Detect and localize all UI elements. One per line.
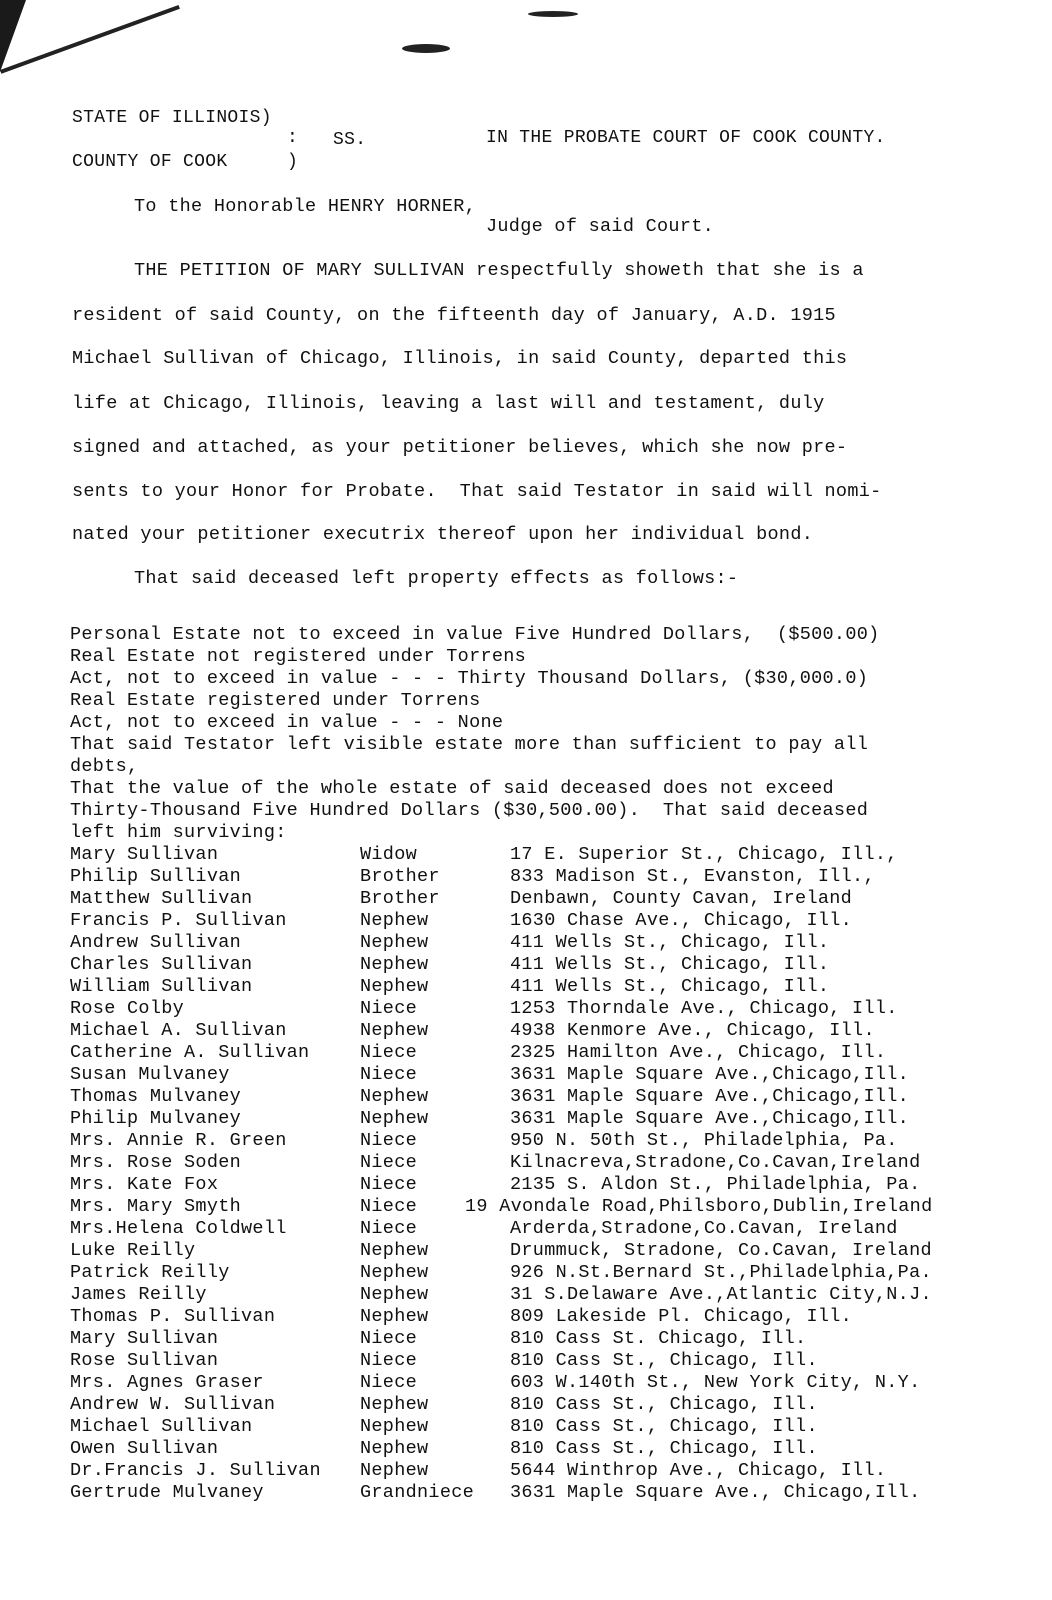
survivor-name: Charles Sullivan: [70, 954, 253, 975]
table-row: [70, 1460, 990, 1482]
table-row: [70, 1086, 990, 1108]
survivor-name: Matthew Sullivan: [70, 888, 253, 909]
survivor-relation: Nephew: [360, 932, 429, 953]
survivor-relation: Nephew: [360, 1306, 429, 1327]
survivor-name: Michael A. Sullivan: [70, 1020, 287, 1041]
estate-line: Real Estate registered under Torrens: [70, 690, 481, 711]
county-caption: COUNTY OF COOK: [72, 152, 228, 172]
survivor-name: Mary Sullivan: [70, 844, 219, 865]
estate-line: left him surviving:: [70, 822, 287, 843]
ink-blot-mid: [402, 44, 450, 53]
survivor-name: Andrew Sullivan: [70, 932, 242, 953]
survivor-relation: Nephew: [360, 1262, 429, 1283]
petition-line: nated your petitioner executrix thereof upon her individual bond.: [72, 524, 814, 545]
survivor-address: 5644 Winthrop Ave., Chicago, Ill.: [510, 1460, 887, 1481]
table-row: [70, 1174, 990, 1196]
survivor-name: Owen Sullivan: [70, 1438, 219, 1459]
survivor-relation: Brother: [360, 888, 440, 909]
table-row: [70, 910, 990, 932]
survivor-address: 3631 Maple Square Ave.,Chicago,Ill.: [510, 1108, 910, 1129]
survivor-address: 17 E. Superior St., Chicago, Ill.,: [510, 844, 898, 865]
survivor-relation: Nephew: [360, 1086, 429, 1107]
survivor-address: 810 Cass St. Chicago, Ill.: [510, 1328, 807, 1349]
table-row: [70, 1064, 990, 1086]
petition-line: THE PETITION OF MARY SULLIVAN respectfully showeth that she is a: [134, 260, 864, 281]
survivor-address: 3631 Maple Square Ave.,Chicago,Ill.: [510, 1064, 910, 1085]
table-row: [70, 1394, 990, 1416]
survivor-address: Drummuck, Stradone, Co.Cavan, Ireland: [510, 1240, 932, 1261]
table-row: [70, 1284, 990, 1306]
survivor-relation: Niece: [360, 1196, 418, 1217]
estate-line: debts,: [70, 756, 139, 777]
survivor-relation: Nephew: [360, 1108, 429, 1129]
table-row: [70, 888, 990, 910]
survivor-relation: Niece: [360, 1218, 418, 1239]
ink-blot-top: [528, 11, 578, 17]
table-row: [70, 954, 990, 976]
table-row: [70, 1108, 990, 1130]
survivor-address: 411 Wells St., Chicago, Ill.: [510, 932, 830, 953]
survivor-relation: Nephew: [360, 1460, 429, 1481]
survivor-name: Gertrude Mulvaney: [70, 1482, 264, 1503]
petition-line: life at Chicago, Illinois, leaving a last will and testament, duly: [72, 393, 825, 414]
survivor-relation: Nephew: [360, 1394, 429, 1415]
table-row: [70, 1218, 990, 1240]
survivor-relation: Nephew: [360, 1240, 429, 1261]
survivor-name: Mrs. Rose Soden: [70, 1152, 242, 1173]
survivor-relation: Niece: [360, 1350, 418, 1371]
table-row: [70, 1482, 990, 1504]
judge-title: Judge of said Court.: [486, 216, 715, 237]
survivor-name: Thomas Mulvaney: [70, 1086, 242, 1107]
estate-line: That the value of the whole estate of said deceased does not exceed: [70, 778, 834, 799]
survivor-name: Mary Sullivan: [70, 1328, 219, 1349]
survivor-relation: Grandniece: [360, 1482, 475, 1503]
petition-line: resident of said County, on the fifteenth day of January, A.D. 1915: [72, 305, 836, 326]
survivor-address: 810 Cass St., Chicago, Ill.: [510, 1438, 818, 1459]
table-row: [70, 976, 990, 998]
table-row: [70, 1416, 990, 1438]
survivor-name: Susan Mulvaney: [70, 1064, 230, 1085]
survivor-address: 950 N. 50th St., Philadelphia, Pa.: [510, 1130, 898, 1151]
petition-line: sents to your Honor for Probate. That said Testator in said will nomi-: [72, 481, 882, 502]
estate-line: That said Testator left visible estate more than sufficient to pay all: [70, 734, 869, 755]
estate-line: Act, not to exceed in value - - - None: [70, 712, 504, 733]
survivor-name: William Sullivan: [70, 976, 253, 997]
table-row: [70, 844, 990, 866]
survivor-name: Luke Reilly: [70, 1240, 196, 1261]
survivor-name: Mrs. Agnes Graser: [70, 1372, 264, 1393]
survivor-name: Mrs.Helena Coldwell: [70, 1218, 287, 1239]
survivor-relation: Widow: [360, 844, 418, 865]
survivor-address: 19 Avondale Road,Philsboro,Dublin,Ireland: [465, 1196, 933, 1217]
survivor-name: Dr.Francis J. Sullivan: [70, 1460, 321, 1481]
survivor-address: 31 S.Delaware Ave.,Atlantic City,N.J.: [510, 1284, 932, 1305]
survivor-address: 810 Cass St., Chicago, Ill.: [510, 1394, 818, 1415]
estate-line: Personal Estate not to exceed in value Five Hundred Dollars, ($500.00): [70, 624, 880, 645]
survivor-address: 833 Madison St., Evanston, Ill.,: [510, 866, 875, 887]
table-row: [70, 1306, 990, 1328]
survivor-address: 3631 Maple Square Ave.,Chicago,Ill.: [510, 1086, 910, 1107]
table-row: [70, 1152, 990, 1174]
survivor-name: Catherine A. Sullivan: [70, 1042, 310, 1063]
table-row: [70, 1328, 990, 1350]
estate-line: Real Estate not registered under Torrens: [70, 646, 527, 667]
survivor-relation: Nephew: [360, 1416, 429, 1437]
survivor-address: 810 Cass St., Chicago, Ill.: [510, 1350, 818, 1371]
survivor-address: 2325 Hamilton Ave., Chicago, Ill.: [510, 1042, 887, 1063]
survivor-name: Thomas P. Sullivan: [70, 1306, 276, 1327]
court-title: IN THE PROBATE COURT OF COOK COUNTY.: [486, 128, 886, 148]
survivor-address: 2135 S. Aldon St., Philadelphia, Pa.: [510, 1174, 921, 1195]
survivor-name: Rose Colby: [70, 998, 185, 1019]
caption-paren: ): [287, 152, 299, 172]
survivor-relation: Niece: [360, 1372, 418, 1393]
address-to-judge: To the Honorable HENRY HORNER,: [134, 196, 477, 217]
table-row: [70, 1350, 990, 1372]
petition-line: Michael Sullivan of Chicago, Illinois, in said County, departed this: [72, 348, 848, 369]
survivor-relation: Niece: [360, 1064, 418, 1085]
survivor-address: 411 Wells St., Chicago, Ill.: [510, 954, 830, 975]
survivor-relation: Nephew: [360, 976, 429, 997]
survivor-name: Francis P. Sullivan: [70, 910, 287, 931]
survivor-relation: Niece: [360, 1328, 418, 1349]
survivor-address: 926 N.St.Bernard St.,Philadelphia,Pa.: [510, 1262, 932, 1283]
survivor-relation: Brother: [360, 866, 440, 887]
survivor-relation: Niece: [360, 998, 418, 1019]
petition-line: signed and attached, as your petitioner believes, which she now pre-: [72, 437, 848, 458]
survivor-address: 4938 Kenmore Ave., Chicago, Ill.: [510, 1020, 875, 1041]
survivor-relation: Niece: [360, 1152, 418, 1173]
table-row: [70, 1130, 990, 1152]
survivor-name: Mrs. Annie R. Green: [70, 1130, 287, 1151]
survivor-address: 810 Cass St., Chicago, Ill.: [510, 1416, 818, 1437]
survivor-name: Mrs. Mary Smyth: [70, 1196, 242, 1217]
survivor-name: James Reilly: [70, 1284, 207, 1305]
table-row: [70, 1020, 990, 1042]
survivor-address: 603 W.140th St., New York City, N.Y.: [510, 1372, 921, 1393]
survivor-relation: Niece: [360, 1042, 418, 1063]
caption-colon: :: [287, 128, 299, 148]
survivor-address: Arderda,Stradone,Co.Cavan, Ireland: [510, 1218, 898, 1239]
survivor-relation: Nephew: [360, 1438, 429, 1459]
survivor-relation: Nephew: [360, 954, 429, 975]
survivor-address: Kilnacreva,Stradone,Co.Cavan,Ireland: [510, 1152, 921, 1173]
survivor-address: 411 Wells St., Chicago, Ill.: [510, 976, 830, 997]
survivor-address: Denbawn, County Cavan, Ireland: [510, 888, 853, 909]
table-row: [70, 1240, 990, 1262]
table-row: [70, 1042, 990, 1064]
survivor-name: Patrick Reilly: [70, 1262, 230, 1283]
survivor-relation: Nephew: [360, 910, 429, 931]
table-row: [70, 998, 990, 1020]
table-row: [70, 932, 990, 954]
ss-caption: SS.: [333, 130, 367, 150]
table-row: [70, 1262, 990, 1284]
survivor-name: Philip Mulvaney: [70, 1108, 242, 1129]
survivor-name: Mrs. Kate Fox: [70, 1174, 219, 1195]
table-row: [70, 1196, 990, 1218]
survivor-address: 1253 Thorndale Ave., Chicago, Ill.: [510, 998, 898, 1019]
survivor-address: 1630 Chase Ave., Chicago, Ill.: [510, 910, 853, 931]
survivor-relation: Nephew: [360, 1020, 429, 1041]
corner-shadow: [0, 5, 180, 74]
survivor-relation: Niece: [360, 1130, 418, 1151]
survivor-relation: Nephew: [360, 1284, 429, 1305]
survivor-address: 3631 Maple Square Ave., Chicago,Ill.: [510, 1482, 921, 1503]
survivor-relation: Niece: [360, 1174, 418, 1195]
table-row: [70, 1438, 990, 1460]
survivor-name: Rose Sullivan: [70, 1350, 219, 1371]
survivor-address: 809 Lakeside Pl. Chicago, Ill.: [510, 1306, 853, 1327]
property-intro: That said deceased left property effects as follows:-: [134, 568, 739, 589]
table-row: [70, 1372, 990, 1394]
survivor-name: Andrew W. Sullivan: [70, 1394, 276, 1415]
state-caption: STATE OF ILLINOIS): [72, 108, 272, 128]
survivor-name: Michael Sullivan: [70, 1416, 253, 1437]
table-row: [70, 866, 990, 888]
estate-line: Thirty-Thousand Five Hundred Dollars ($30,500.00). That said deceased: [70, 800, 869, 821]
survivor-name: Philip Sullivan: [70, 866, 242, 887]
estate-line: Act, not to exceed in value - - - Thirty Thousand Dollars, ($30,000.0): [70, 668, 869, 689]
